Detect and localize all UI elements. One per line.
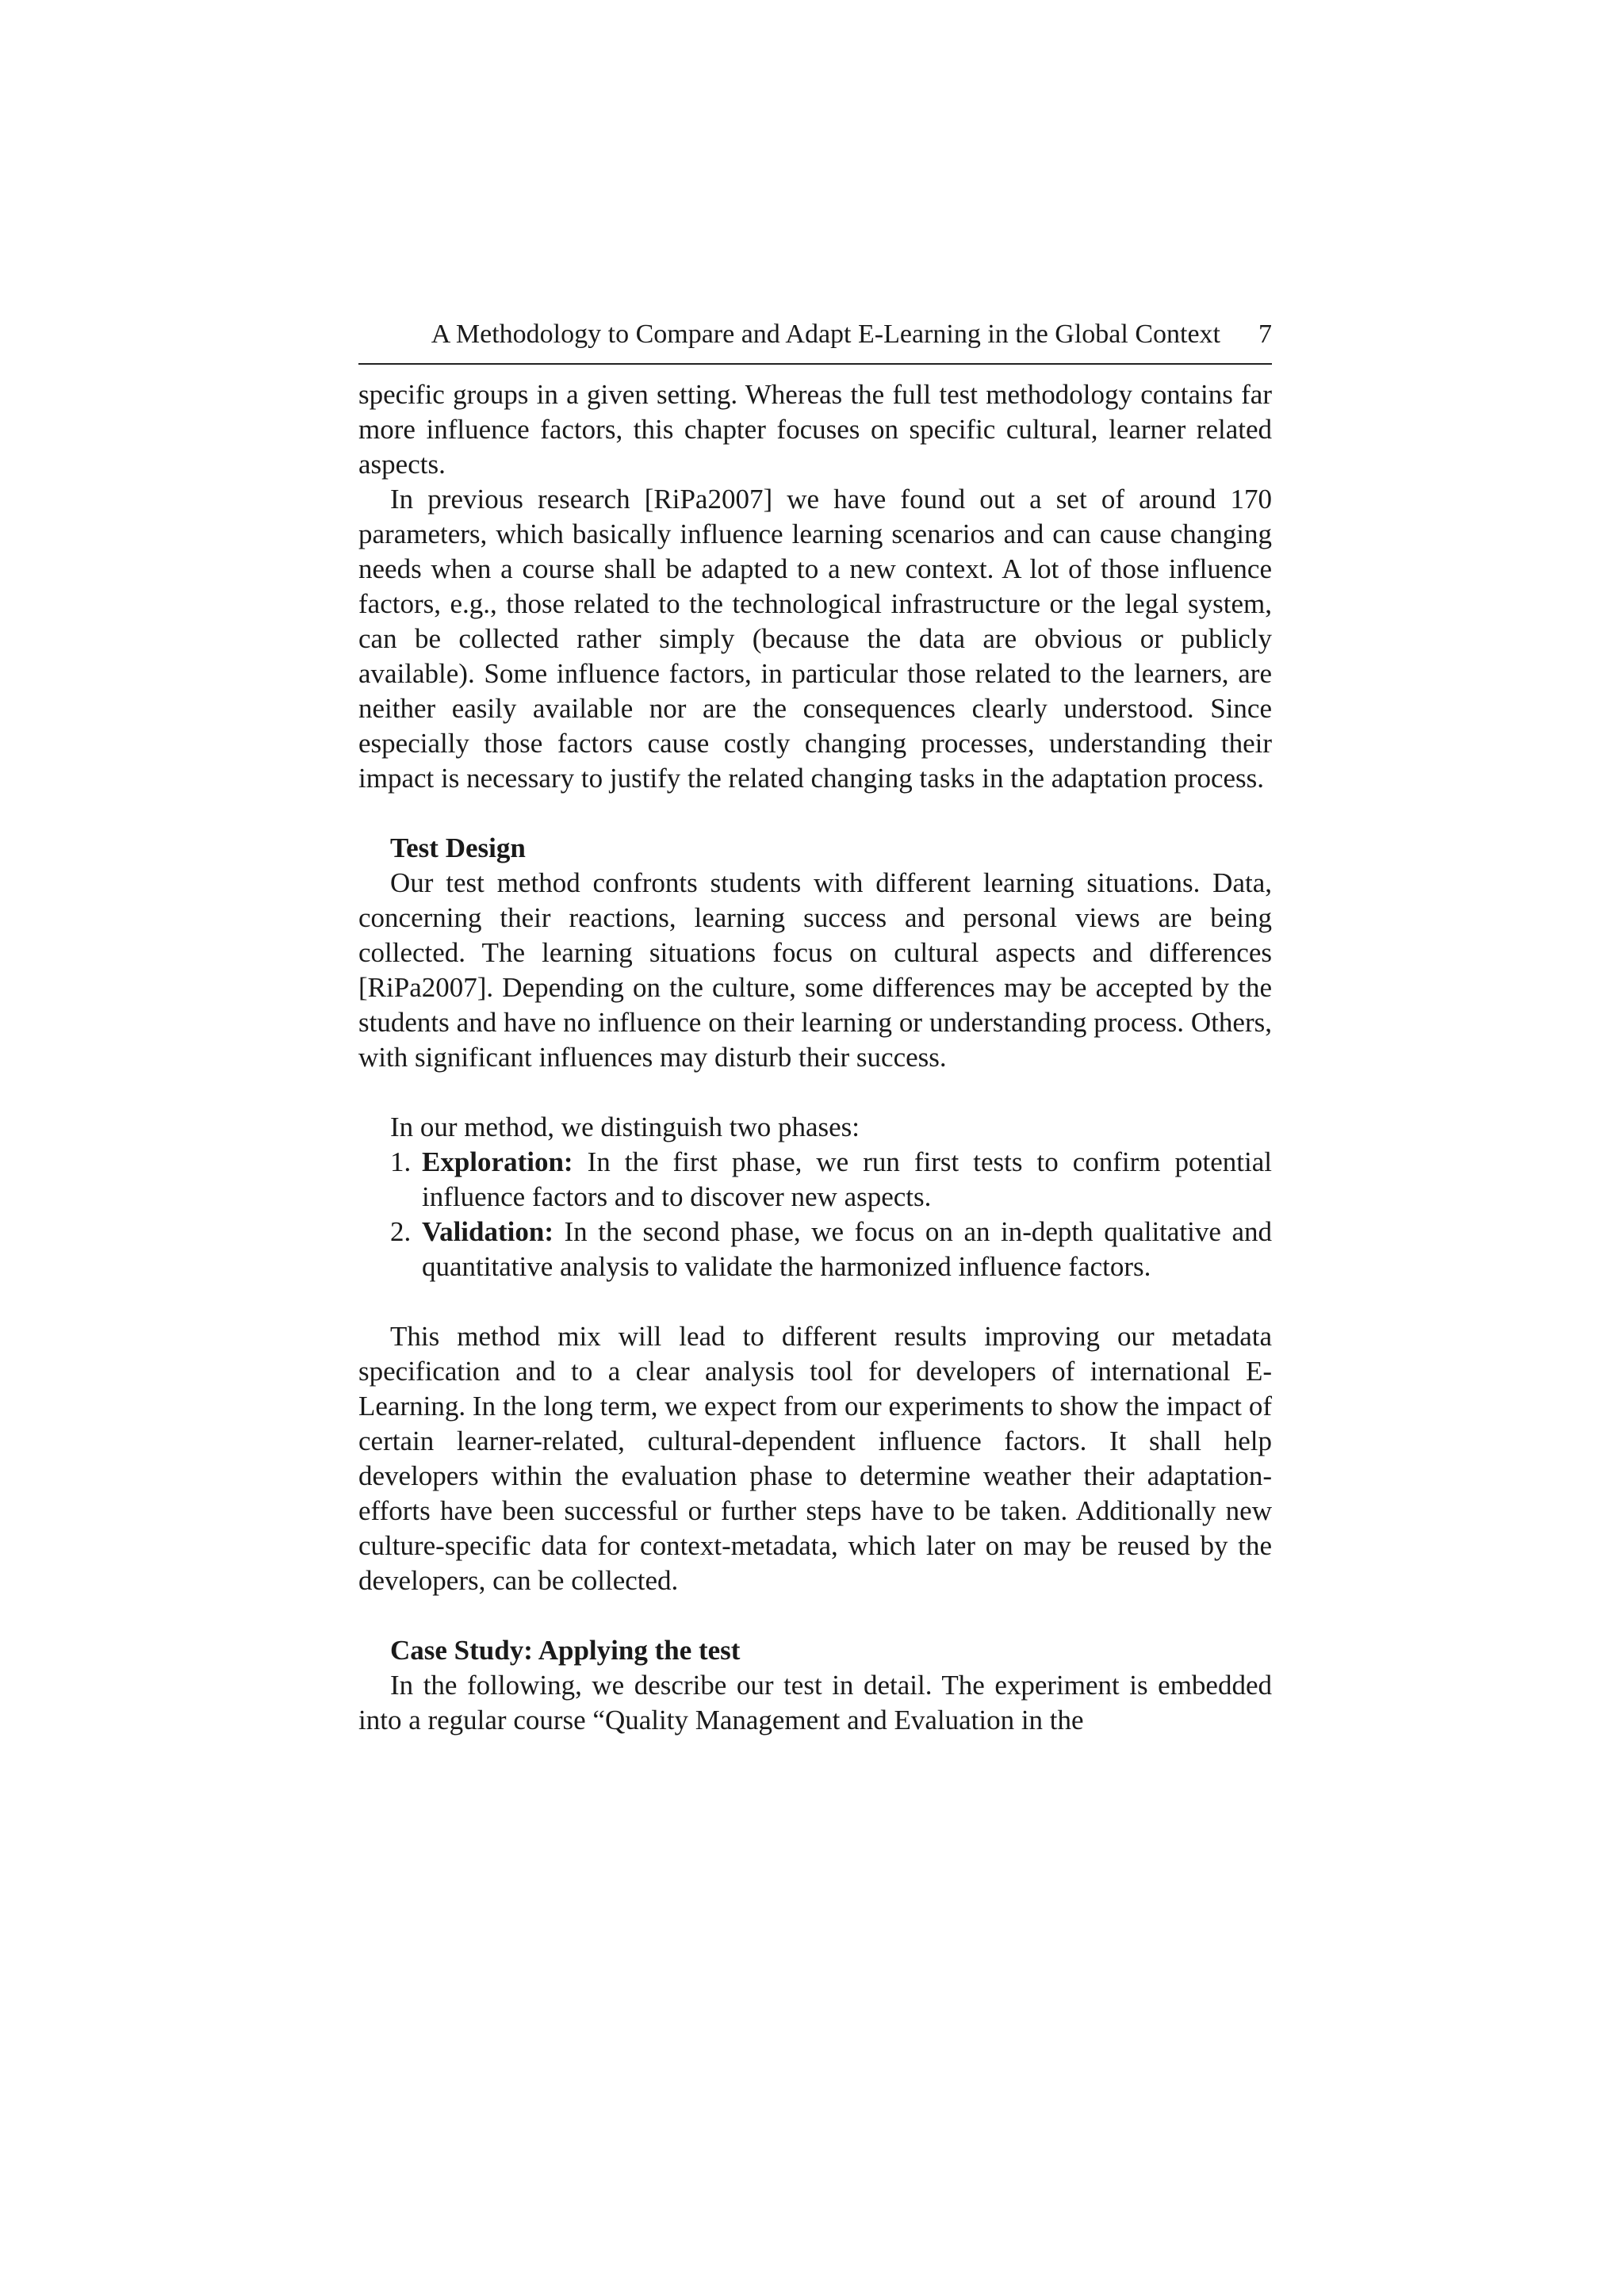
paragraph-4: In our method, we distinguish two phases: (390, 1112, 860, 1142)
page (358, 317, 1272, 1738)
list-text: In the second phase, we focus on an in-depth qualitative and quantitative analysis to validate the harmonized influence factors. (422, 1216, 1272, 1282)
paragraph-3: Our test method confronts students with different learning situations. Data, concerning their reactions, learning success and personal views are being collected. The learning situations focus on cultural aspects and differences [RiPa2007]. Depending on the culture, some differences may be accepted by the students and have no influence on their learning or understanding process. Others, with significant influences may disturb their success. (358, 867, 1272, 1073)
list-item (358, 1215, 1272, 1284)
paragraph-2: In previous research [RiPa2007] we have found out a set of around 170 parameters, which basically influence learning scenarios and can cause changing needs when a course shall be adapted to a new context. A lot of those influence factors, e.g., those related to the technological infrastructure or the legal system, can be collected rather simply (because the data are obvious or publicly available). Some influence factors, in particular those related to the learners, are neither easily available nor are the consequences clearly understood. Since especially those factors cause costly changing processes, understanding their impact is necessary to justify the related changing tasks in the adaptation process. (358, 484, 1272, 794)
section-title-case-study: Case Study: Applying the test (390, 1635, 741, 1666)
list-term: Exploration: (422, 1146, 573, 1177)
spacer (358, 796, 1272, 831)
spacer (358, 1284, 1272, 1319)
body-text (358, 377, 1272, 1738)
list-number: 2. (390, 1216, 412, 1247)
paragraph-6: In the following, we describe our test in detail. The experiment is embedded into a regular course “Quality Management and Evaluation in the (358, 1670, 1272, 1735)
list-number: 1. (390, 1146, 412, 1177)
spacer (358, 1075, 1272, 1110)
running-title: A Methodology to Compare and Adapt E-Learning in the Global Context (431, 320, 1220, 349)
section-title-test-design: Test Design (390, 832, 526, 863)
list-item (358, 1145, 1272, 1215)
running-head (358, 317, 1272, 365)
spacer (358, 1598, 1272, 1633)
list-text: In the first phase, we run first tests to confirm potential influence factors and to discover new aspects. (422, 1146, 1272, 1212)
page-number: 7 (1258, 320, 1272, 349)
paragraph-1: specific groups in a given setting. Whereas the full test methodology contains far more influence factors, this chapter focuses on specific cultural, learner related aspects. (358, 379, 1272, 480)
list-term: Validation: (422, 1216, 553, 1247)
paragraph-5: This method mix will lead to different results improving our metadata specification and to a clear analysis tool for developers of international E-Learning. In the long term, we expect from our experiments to show the impact of certain learner-related, cultural-dependent influence factors. It shall help developers within the evaluation phase to determine weather their adaptation-efforts have been successful or further steps have to be taken. Additionally new culture-specific data for context-metadata, which later on may be reused by the developers, can be collected. (358, 1321, 1272, 1596)
phases-list (358, 1145, 1272, 1284)
